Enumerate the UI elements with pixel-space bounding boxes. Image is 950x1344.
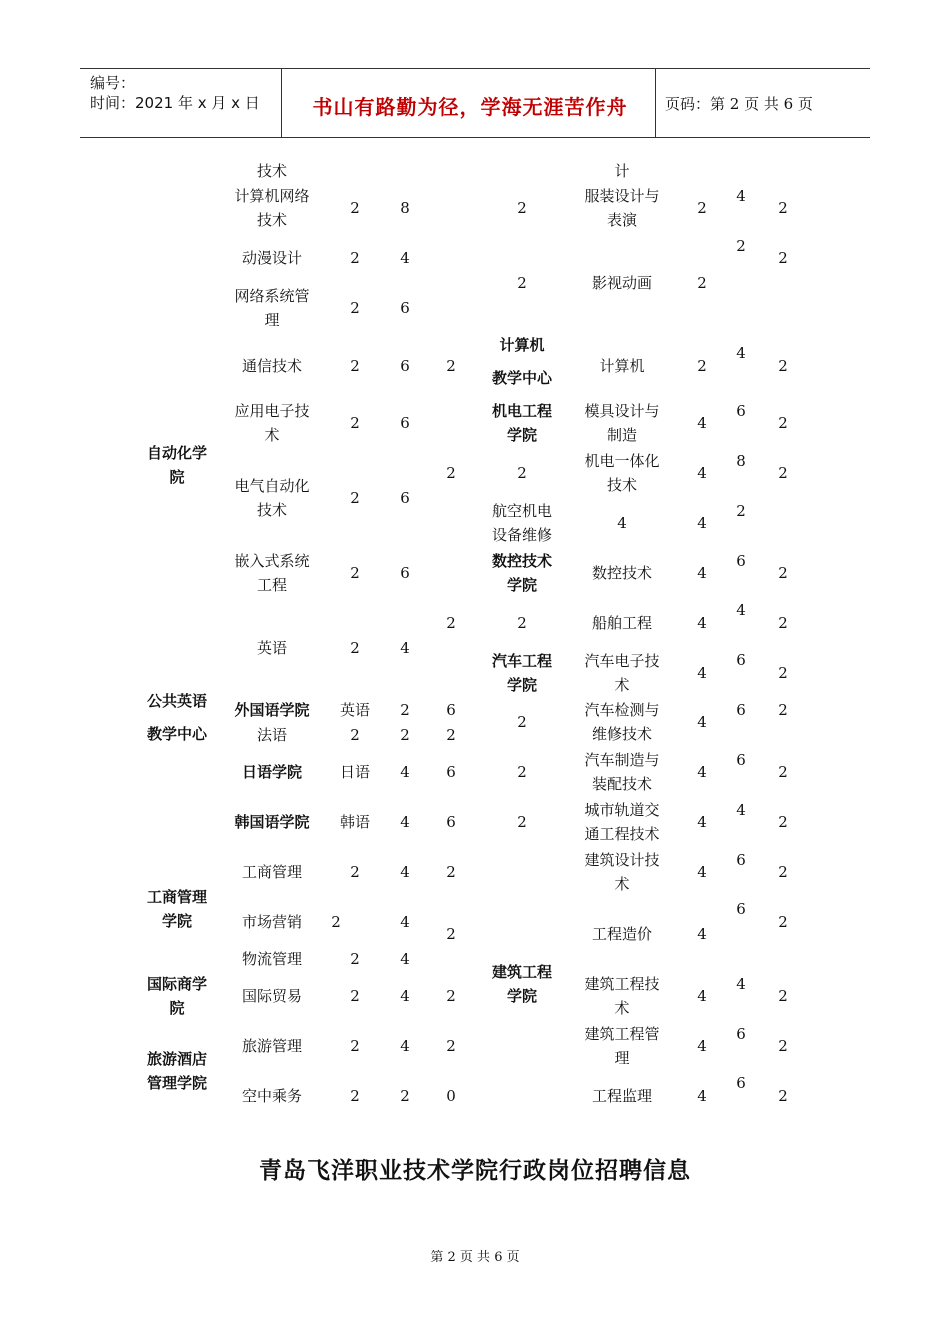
table-cell: 2: [517, 763, 527, 781]
table-cell: 外国语学院: [234, 701, 310, 719]
table-cell: 2: [350, 1087, 360, 1105]
table-cell: 4: [736, 344, 746, 362]
table-cell: 汽车制造与 装配技术: [584, 751, 660, 793]
table-cell: 2: [778, 913, 788, 931]
table-cell: 2: [778, 614, 788, 632]
table-cell: 4: [736, 975, 746, 993]
header-divider: [281, 69, 282, 137]
header-page-info: 页码：第 2 页 共 6 页: [665, 95, 813, 113]
table-cell: 旅游酒店 管理学院: [146, 1050, 207, 1092]
table-cell: 工程监理: [591, 1087, 652, 1105]
table-cell: 2: [778, 701, 788, 719]
table-cell: 通信技术: [241, 357, 302, 375]
table-cell: 城市轨道交 通工程技术: [584, 801, 660, 843]
table-cell: 4: [697, 987, 707, 1005]
table-cell: 市场营销: [241, 913, 302, 931]
table-cell: 2: [350, 489, 360, 507]
table-cell: 2: [350, 299, 360, 317]
table-cell: 2: [736, 502, 746, 520]
table-cell: 2: [517, 274, 527, 292]
table-cell: 2: [517, 614, 527, 632]
table-cell: 影视动画: [591, 274, 652, 292]
table-cell: 4: [697, 713, 707, 731]
table-cell: 2: [517, 464, 527, 482]
table-cell: 计算机: [599, 357, 645, 375]
table-cell: 动漫设计: [241, 249, 302, 267]
table-cell: 2: [517, 199, 527, 217]
table-cell: 2: [778, 813, 788, 831]
table-cell: 计: [614, 162, 630, 180]
table-cell: 数控技术 学院: [491, 552, 552, 594]
table-cell: 4: [617, 514, 627, 532]
table-cell: 数控技术: [591, 564, 652, 582]
table-cell: 建筑工程技 术: [584, 975, 660, 1017]
table-cell: 技术: [256, 162, 287, 180]
table-cell: 8: [736, 452, 746, 470]
section-title: 青岛飞洋职业技术学院行政岗位招聘信息: [259, 1158, 691, 1184]
document-number: 编号：: [90, 74, 136, 92]
table-cell: 6: [736, 651, 746, 669]
table-cell: 模具设计与 制造: [584, 402, 660, 444]
table-cell: 工商管理: [241, 863, 302, 881]
table-cell: 6: [400, 299, 410, 317]
table-cell: 物流管理: [241, 950, 302, 968]
table-cell: 汽车检测与 维修技术: [584, 701, 660, 743]
table-cell: 4: [697, 925, 707, 943]
table-cell: 4: [400, 987, 410, 1005]
table-cell: 6: [400, 489, 410, 507]
table-cell: 2: [778, 863, 788, 881]
table-cell: 4: [736, 601, 746, 619]
header-divider: [655, 69, 656, 137]
table-cell: 4: [697, 813, 707, 831]
table-cell: 4: [400, 863, 410, 881]
table-cell: 2: [350, 564, 360, 582]
table-cell: 2: [350, 1037, 360, 1055]
table-cell: 6: [446, 701, 456, 719]
table-cell: 应用电子技 术: [234, 402, 310, 444]
table-cell: 汽车电子技 术: [584, 652, 660, 694]
table-cell: 计算机网络 技术: [234, 187, 310, 229]
table-cell: 2: [350, 357, 360, 375]
table-cell: 4: [400, 813, 410, 831]
table-cell: 6: [736, 552, 746, 570]
table-cell: 2: [446, 357, 456, 375]
table-cell: 自动化学 院: [146, 444, 207, 486]
table-cell: 韩国语学院: [234, 813, 310, 831]
table-cell: 英语: [339, 701, 370, 719]
table-cell: 2: [697, 357, 707, 375]
table-cell: 6: [736, 751, 746, 769]
table-cell: 6: [400, 357, 410, 375]
table-cell: 2: [446, 614, 456, 632]
table-cell: 6: [736, 1025, 746, 1043]
table-cell: 旅游管理: [241, 1037, 302, 1055]
table-cell: 6: [400, 414, 410, 432]
table-cell: 4: [697, 614, 707, 632]
table-cell: 2: [778, 1087, 788, 1105]
table-cell: 2: [350, 414, 360, 432]
table-cell: 4: [400, 913, 410, 931]
table-cell: 2: [400, 701, 410, 719]
table-cell: 8: [400, 199, 410, 217]
table-cell: 6: [446, 763, 456, 781]
table-cell: 2: [350, 726, 360, 744]
table-cell: 机电一体化 技术: [584, 452, 660, 494]
table-cell: 2: [350, 639, 360, 657]
table-cell: 4: [697, 1037, 707, 1055]
table-cell: 空中乘务: [241, 1087, 302, 1105]
table-cell: 4: [697, 1087, 707, 1105]
table-cell: 4: [697, 763, 707, 781]
table-cell: 2: [778, 357, 788, 375]
table-cell: 计算机 教学中心: [491, 336, 552, 387]
table-cell: 2: [446, 925, 456, 943]
table-cell: 2: [350, 249, 360, 267]
table-cell: 2: [446, 464, 456, 482]
document-date: 时间：2021 年 x 月 x 日: [90, 94, 260, 112]
table-cell: 2: [350, 987, 360, 1005]
table-cell: 电气自动化 技术: [234, 477, 310, 519]
table-cell: 服装设计与 表演: [584, 187, 660, 229]
table-cell: 船舶工程: [591, 614, 652, 632]
table-cell: 2: [736, 237, 746, 255]
table-cell: 2: [400, 726, 410, 744]
table-cell: 6: [400, 564, 410, 582]
table-cell: 2: [331, 913, 341, 931]
table-cell: 4: [400, 249, 410, 267]
table-cell: 2: [446, 863, 456, 881]
table-cell: 网络系统管 理: [234, 287, 310, 329]
table-cell: 2: [697, 274, 707, 292]
table-cell: 4: [697, 863, 707, 881]
table-cell: 建筑工程管 理: [584, 1025, 660, 1067]
table-cell: 2: [778, 464, 788, 482]
page-footer: 第 2 页 共 6 页: [430, 1250, 520, 1265]
table-cell: 2: [350, 863, 360, 881]
table-cell: 2: [778, 564, 788, 582]
table-cell: 国际商学 院: [146, 975, 207, 1017]
table-cell: 嵌入式系统 工程: [234, 552, 310, 594]
page-header: [80, 68, 870, 138]
table-cell: 6: [736, 900, 746, 918]
table-cell: 6: [736, 851, 746, 869]
table-cell: 航空机电 设备维修: [491, 502, 552, 544]
table-cell: 6: [736, 701, 746, 719]
table-cell: 2: [517, 713, 527, 731]
table-cell: 2: [350, 950, 360, 968]
table-cell: 2: [697, 199, 707, 217]
table-cell: 6: [736, 402, 746, 420]
table-cell: 2: [446, 1037, 456, 1055]
table-cell: 汽车工程 学院: [491, 652, 552, 694]
table-cell: 2: [446, 726, 456, 744]
table-cell: 0: [446, 1087, 456, 1105]
table-cell: 日语: [339, 763, 370, 781]
table-cell: 6: [736, 1074, 746, 1092]
table-cell: 4: [697, 414, 707, 432]
table-cell: 机电工程 学院: [491, 402, 552, 444]
table-cell: 4: [400, 1037, 410, 1055]
table-cell: 4: [697, 464, 707, 482]
table-cell: 4: [400, 763, 410, 781]
table-cell: 4: [736, 187, 746, 205]
header-meta: [90, 73, 260, 113]
table-cell: 6: [446, 813, 456, 831]
table-cell: 国际贸易: [241, 987, 302, 1005]
table-cell: 2: [778, 414, 788, 432]
table-cell: 4: [400, 639, 410, 657]
table-cell: 2: [778, 664, 788, 682]
table-cell: 公共英语 教学中心: [146, 692, 207, 743]
table-cell: 2: [778, 199, 788, 217]
table-cell: 日语学院: [241, 763, 302, 781]
table-cell: 2: [517, 813, 527, 831]
table-cell: 建筑设计技 术: [584, 851, 660, 893]
table-cell: 2: [778, 987, 788, 1005]
table-cell: 4: [697, 564, 707, 582]
table-cell: 2: [778, 1037, 788, 1055]
table-cell: 韩语: [339, 813, 370, 831]
table-cell: 工程造价: [591, 925, 652, 943]
table-cell: 4: [400, 950, 410, 968]
table-cell: 2: [400, 1087, 410, 1105]
table-cell: 英语: [256, 639, 287, 657]
table-cell: 2: [778, 763, 788, 781]
table-cell: 4: [736, 801, 746, 819]
header-motto: 书山有路勤为径，学海无涯苦作舟: [312, 95, 628, 119]
table-cell: 2: [350, 199, 360, 217]
table-cell: 工商管理 学院: [146, 888, 207, 930]
table-cell: 4: [697, 514, 707, 532]
table-cell: 建筑工程 学院: [491, 963, 552, 1005]
table-cell: 4: [697, 664, 707, 682]
table-cell: 2: [446, 987, 456, 1005]
table-cell: 法语: [256, 726, 287, 744]
table-cell: 2: [778, 249, 788, 267]
